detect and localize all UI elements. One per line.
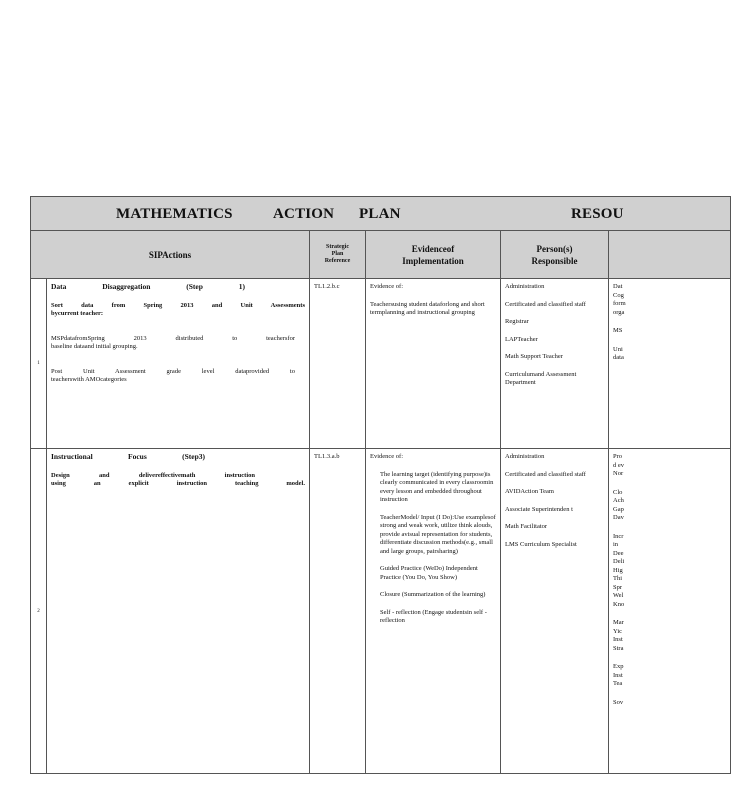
action-text: Post Unit Assessment grade level dataprovided to xyxy=(51,367,295,375)
evidence-cell: Evidence of: The learning target (identifying purpose)is clearly communicated in every classroomin every lesson and embedded throughout instruction TeacherModel/ Input (I Do):Use examplesof strong and weak work, utilize think alouds, provide avisual representation for students, differentiate discussion methods(e.g., small and large groups, pairsharing) Guided Practice (WeDo) Independent Practice (You Do, You Show) Closure (Summarization of the learning) Self - reflection (Engage studentsin self - reflection xyxy=(366,449,501,774)
title-word-mathematics: MATHEMATICS xyxy=(116,206,233,222)
action-plan-sheet xyxy=(30,196,630,776)
persons-cell: Administration Certificated and classified staff AVIDAction Team Associate Superintenden t Math Facilitator LMS Curriculum Specialist xyxy=(501,449,609,774)
sip-action-cell xyxy=(47,449,310,774)
persons-responsible-header: Person(s) Responsible xyxy=(501,231,609,279)
resources-cell: Pro d ev Nor Clo Ach Gap Dav Incr in Dee Deli Hig Thi Spr Wel Kno Mar Yic Inst Stra Exp Inst Tea Sov xyxy=(609,449,731,774)
title-word-action: ACTION xyxy=(273,206,335,222)
reference-cell: TL1.2.b.c xyxy=(310,279,366,449)
section-heading: Instructional Focus (Step3) xyxy=(51,452,205,461)
resources-cell: Dat Cog form orga MS Uni data xyxy=(609,279,731,449)
resources-header xyxy=(609,231,731,279)
action-text: teacherswith AMOcategories xyxy=(51,376,127,383)
action-text: bycurrent teacher: xyxy=(51,310,104,317)
sip-actions-header: SIPActions xyxy=(31,231,310,279)
row-number: 1 xyxy=(31,279,47,449)
action-plan-table xyxy=(30,196,731,774)
reference-cell: TL1.3.a.b xyxy=(310,449,366,774)
action-text: Design and delivereffectivemath instruction xyxy=(51,471,255,479)
action-text: using an explicit instruction teaching model. xyxy=(51,480,305,487)
evidence-header: Evidenceof Implementation xyxy=(366,231,501,279)
sip-action-cell xyxy=(47,279,310,449)
persons-cell: Administration Certificated and classified staff Registrar LAPTeacher Math Support Teacher Curriculumand Assessment Department xyxy=(501,279,609,449)
section-heading: Data Disaggregation (Step 1) xyxy=(51,282,245,291)
title-row xyxy=(31,197,731,231)
title-word-plan: PLAN xyxy=(359,206,401,222)
action-text: baseline dataand initial grouping. xyxy=(51,343,138,350)
evidence-cell: Evidence of: Teachersusing student dataforlong and short termplanning and instructional grouping xyxy=(366,279,501,449)
table-row xyxy=(31,449,731,774)
header-row xyxy=(31,231,731,279)
strategic-plan-reference-header: Strategic Plan Reference xyxy=(310,231,366,279)
action-text: Sort data from Spring 2013 and Unit Assessments xyxy=(51,301,305,309)
page-title xyxy=(31,197,731,231)
title-word-resources: RESOU xyxy=(571,206,624,222)
table-row xyxy=(31,279,731,449)
row-number: 2 xyxy=(31,449,47,774)
action-text: MSPdatafromSpring 2013 distributed to teachersfor xyxy=(51,334,295,342)
